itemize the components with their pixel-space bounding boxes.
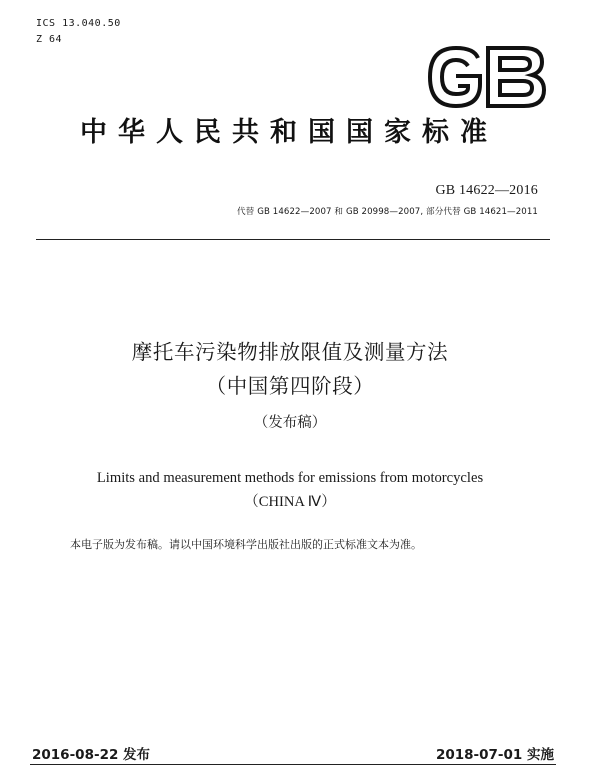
- standard-type: 中华人民共和国国家标准: [80, 117, 498, 148]
- ics-code: ICS 13.040.50: [36, 18, 121, 29]
- gb-logo: [422, 29, 550, 110]
- implementation-date: 2018-07-01 实施: [435, 747, 554, 763]
- classification-codes: [36, 16, 121, 48]
- ccs-code: Z 64: [36, 34, 63, 45]
- document-status: （发布稿）: [253, 415, 327, 431]
- edition-notice: 本电子版为发布稿。请以中国环境科学出版社出版的正式标准文本为准。: [70, 538, 422, 551]
- english-stage: （CHINA Ⅳ）: [244, 494, 336, 510]
- document-stage: （中国第四阶段）: [205, 374, 375, 398]
- header-divider: [36, 239, 550, 240]
- document-title: 摩托车污染物排放限值及测量方法: [131, 340, 449, 364]
- standard-number: GB 14622—2016: [435, 183, 538, 198]
- footer-divider: [30, 764, 556, 765]
- english-title: Limits and measurement methods for emissions from motorcycles: [96, 470, 484, 486]
- replaces-note: 代替 GB 14622—2007 和 GB 20998—2007, 部分代替 GB 14621—2011: [236, 207, 538, 217]
- issue-date: 2016-08-22 发布: [32, 747, 151, 763]
- gb-logo-text: GB: [422, 29, 446, 48]
